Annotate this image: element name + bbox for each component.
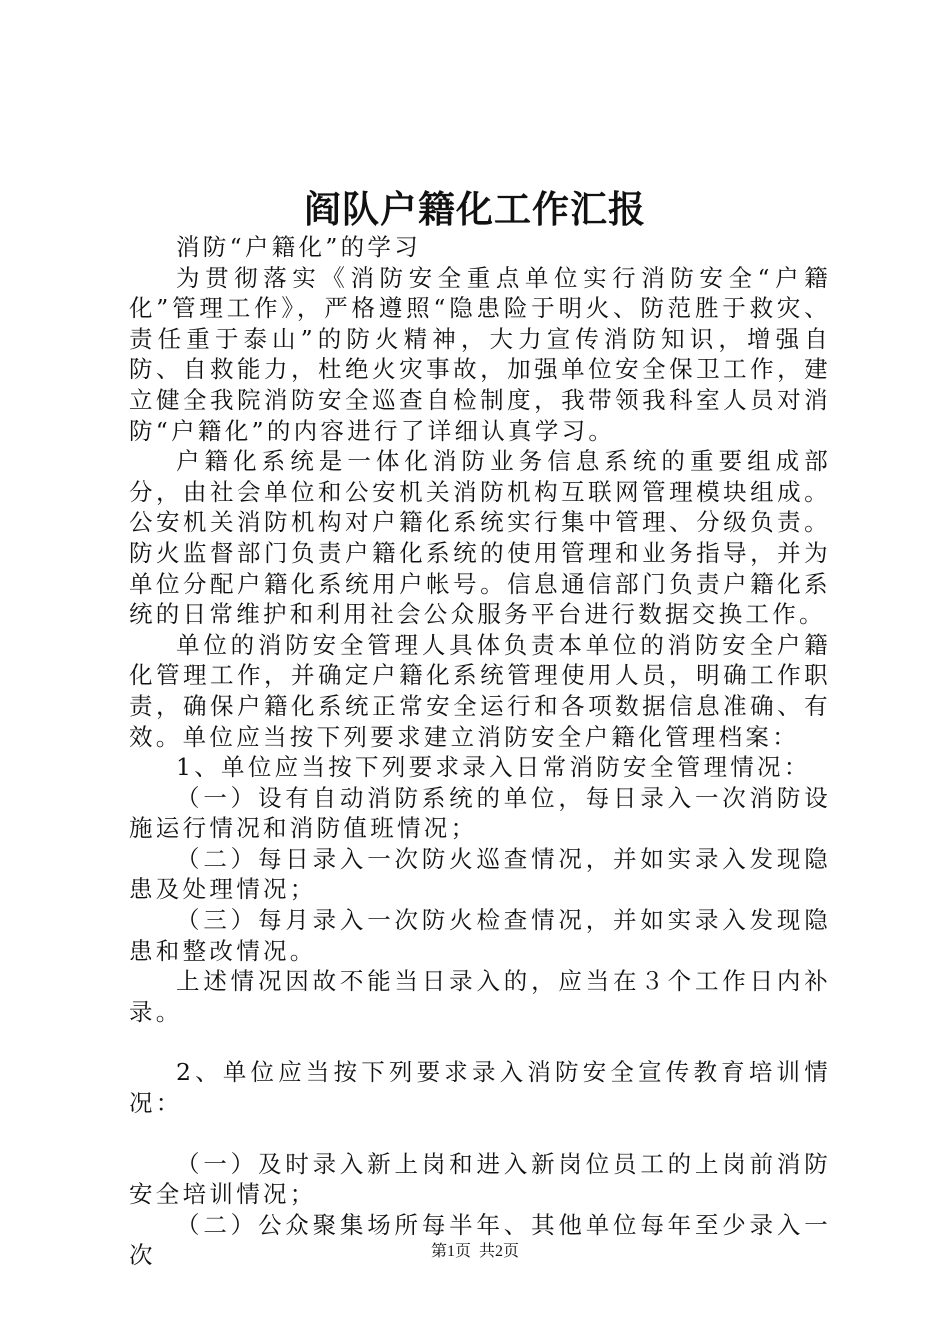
page-footer	[0, 1241, 950, 1263]
list-heading: 1、单位应当按下列要求录入日常消防安全管理情况：	[176, 753, 811, 782]
paragraph: 单位的消防安全管理人具体负责本单位的消防安全户籍化管理工作，并确定户籍化系统管理使用人员，明确工作职责，确保户籍化系统正常安全运行和各项数据信息准确、有效。单位应当按下列要求建立消防安全户籍化管理档案：	[129, 630, 831, 751]
page-title: 阎队户籍化工作汇报	[304, 187, 646, 231]
list-item: （三）每月录入一次防火检查情况，并如实录入发现隐患和整改情况。	[129, 906, 831, 965]
paragraph: 上述情况因故不能当日录入的，应当在３个工作日内补录。	[129, 967, 831, 1026]
document-body	[129, 232, 831, 1271]
paragraph: 为贯彻落实《消防安全重点单位实行消防安全“户籍化”管理工作》，严格遵照“隐患险于明火、防范胜于救灾、责任重于泰山”的防火精神，大力宣传消防知识，增强自防、自救能力，杜绝火灾事故，加强单位安全保卫工作，建立健全我院消防安全巡查自检制度，我带领我科室人员对消防“户籍化”的内容进行了详细认真学习。	[129, 263, 831, 445]
list-heading: 2、单位应当按下列要求录入消防安全宣传教育培训情况：	[129, 1058, 831, 1118]
paragraph: 户籍化系统是一体化消防业务信息系统的重要组成部分，由社会单位和公安机关消防机构互联网管理模块组成。公安机关消防机构对户籍化系统实行集中管理、分级负责。防火监督部门负责户籍化系统的使用管理和业务指导，并为单位分配户籍化系统用户帐号。信息通信部门负责户籍化系统的日常维护和利用社会公众服务平台进行数据交换工作。	[129, 447, 831, 629]
page-number: 第1页 共2页	[430, 1243, 519, 1260]
list-item: （二）公众聚集场所每半年、其他单位每年至少录入一次	[129, 1210, 831, 1270]
list-item: （二）每日录入一次防火巡查情况，并如实录入发现隐患及处理情况；	[129, 844, 831, 904]
list-item: （一）设有自动消防系统的单位，每日录入一次消防设施运行情况和消防值班情况；	[129, 783, 831, 843]
section-subtitle: 消防“户籍化”的学习	[176, 233, 422, 261]
list-item: （一）及时录入新上岗和进入新岗位员工的上岗前消防安全培训情况；	[129, 1149, 831, 1209]
